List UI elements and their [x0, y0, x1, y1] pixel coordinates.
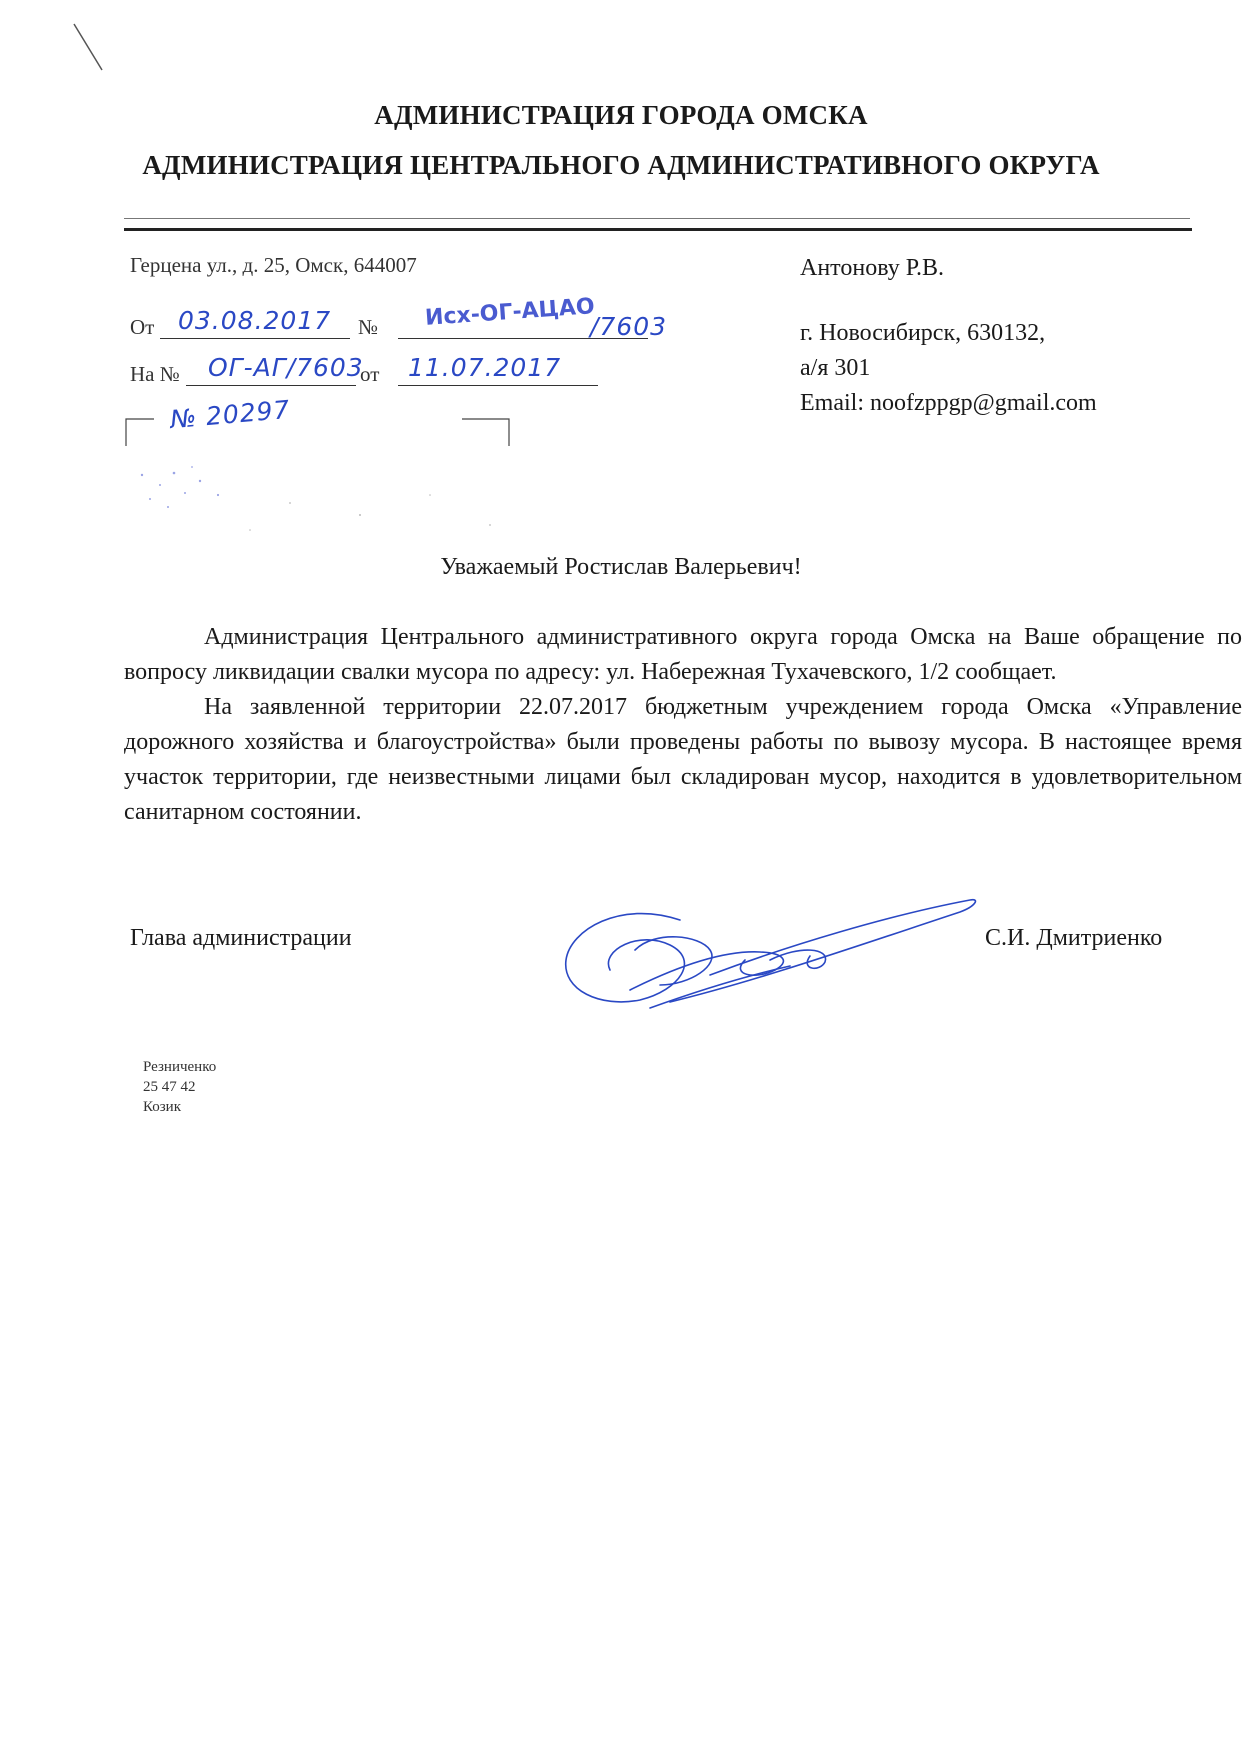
outgoing-number-label: №: [358, 315, 379, 339]
handwritten-registration-note: № 20297: [168, 394, 292, 435]
outgoing-number-handwritten: /7603: [590, 312, 668, 341]
recipient-name: Антонову Р.В.: [800, 255, 945, 281]
reply-number-line: [186, 385, 356, 386]
reply-number-label: На №: [130, 362, 180, 386]
recipient-city: г. Новосибирск, 630132,: [800, 320, 1046, 346]
contact-other: Козик: [143, 1099, 181, 1115]
reply-number-handwritten: ОГ-АГ/7603: [208, 353, 364, 382]
reply-date-label: от: [360, 362, 380, 386]
recipient-email: Email: noofzppgp@gmail.com: [800, 390, 1097, 416]
header-divider-thick: [124, 228, 1192, 231]
signatory-position: Глава администрации: [130, 925, 352, 951]
greeting: Уважаемый Ростислав Валерьевич!: [440, 554, 802, 580]
body-paragraph-2: На заявленной территории 22.07.2017 бюджетным учреждением города Омска «Управление дорожного хозяйства и благоустройства» были проведены работы по вывозу мусора. В настоящее время участок территории, где неизвестными лицами был складирован мусор, находится в удовлетворительном санитарном состоянии.: [124, 694, 1242, 825]
outgoing-number-stamp: Исх-ОГ-АЦАО: [424, 294, 596, 331]
letter-body: [124, 620, 1242, 830]
reply-date-line: [398, 385, 598, 386]
sender-address: Герцена ул., д. 25, Омск, 644007: [130, 253, 417, 277]
from-date-handwritten: 03.08.2017: [178, 306, 332, 335]
header-title-city: АДМИНИСТРАЦИЯ ГОРОДА ОМСКА: [374, 100, 868, 130]
header-title-district: АДМИНИСТРАЦИЯ ЦЕНТРАЛЬНОГО АДМИНИСТРАТИВНОГО ОКРУГА: [142, 150, 1100, 180]
header-divider-thin: [124, 218, 1190, 219]
from-date-line: [160, 338, 350, 339]
signatory-name: С.И. Дмитриенко: [985, 925, 1163, 951]
contact-author: Резниченко: [143, 1059, 217, 1075]
from-date-label: От: [130, 315, 155, 339]
handwritten-signature: [560, 890, 980, 1020]
recipient-po-box: а/я 301: [800, 355, 871, 381]
address-field-brackets: [124, 416, 514, 450]
scan-noise: [130, 455, 550, 545]
scan-mark: [70, 22, 110, 74]
contact-phone: 25 47 42: [143, 1079, 196, 1095]
body-paragraph-1: Администрация Центрального административного округа города Омска на Ваше обращение по вопросу ликвидации свалки мусора по адресу: ул. Набережная Тухачевского, 1/2 сообщает.: [124, 624, 1242, 685]
reply-date-handwritten: 11.07.2017: [408, 353, 562, 382]
